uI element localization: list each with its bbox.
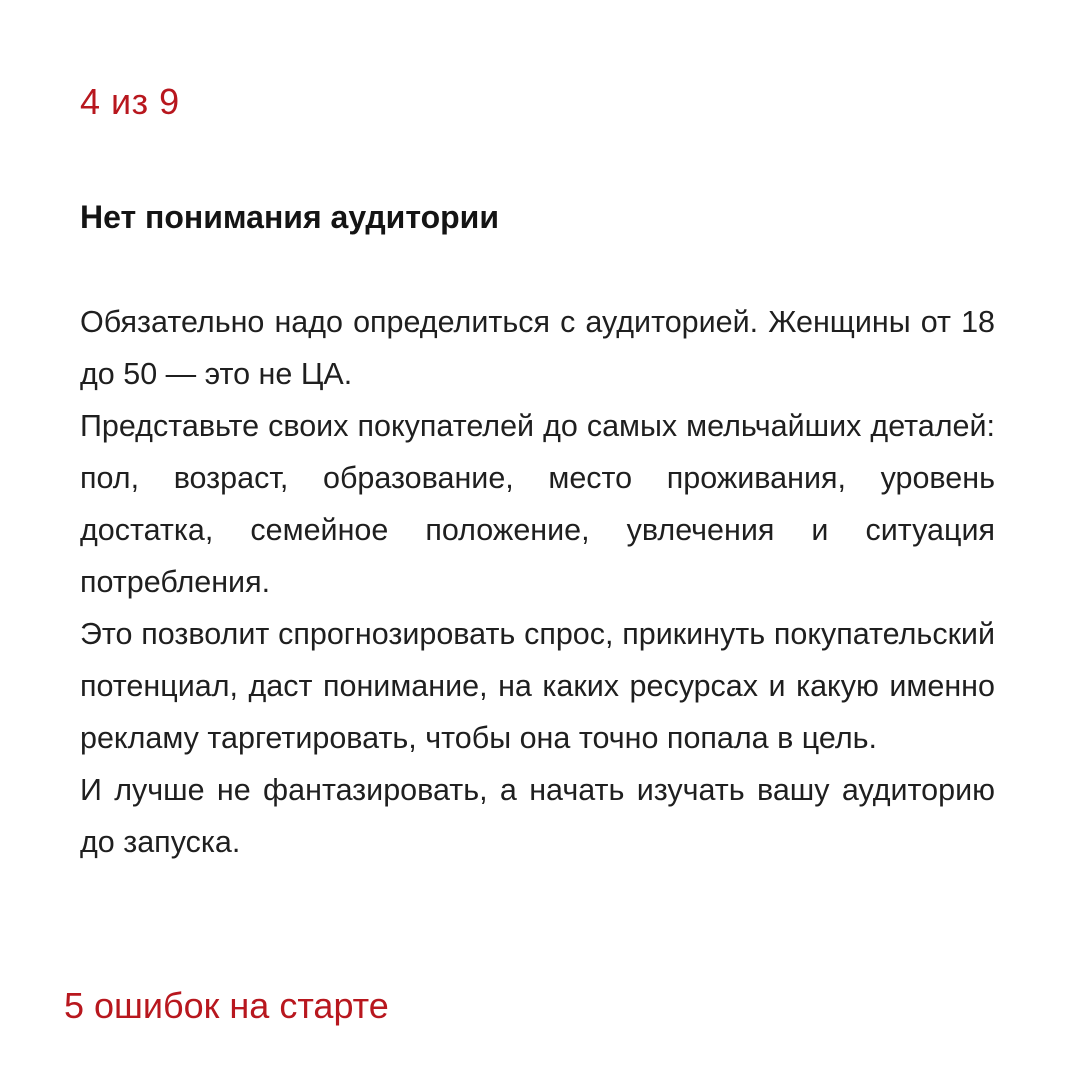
paragraph: Это позволит спрогнозировать спрос, прикинуть покупательский потенциал, даст понимание, на каких ресурсах и какую именно рекламу таргетировать, чтобы она точно попала в цель. — [80, 617, 995, 755]
paragraph: Представьте своих покупателей до самых мельчайших деталей: пол, возраст, образование, место проживания, уровень достатка, семейное положение, увлечения и ситуация потребления. — [80, 409, 995, 599]
paragraph: Обязательно надо определиться с аудиторией. Женщины от 18 до 50 — это не ЦА. — [80, 305, 995, 391]
series-title: 5 ошибок на старте — [64, 985, 389, 1026]
slide-counter: 4 из 9 — [80, 81, 180, 122]
slide-body — [80, 296, 995, 868]
paragraph: И лучше не фантазировать, а начать изучать вашу аудиторию до запуска. — [80, 773, 995, 859]
slide-heading: Нет понимания аудитории — [80, 199, 499, 235]
